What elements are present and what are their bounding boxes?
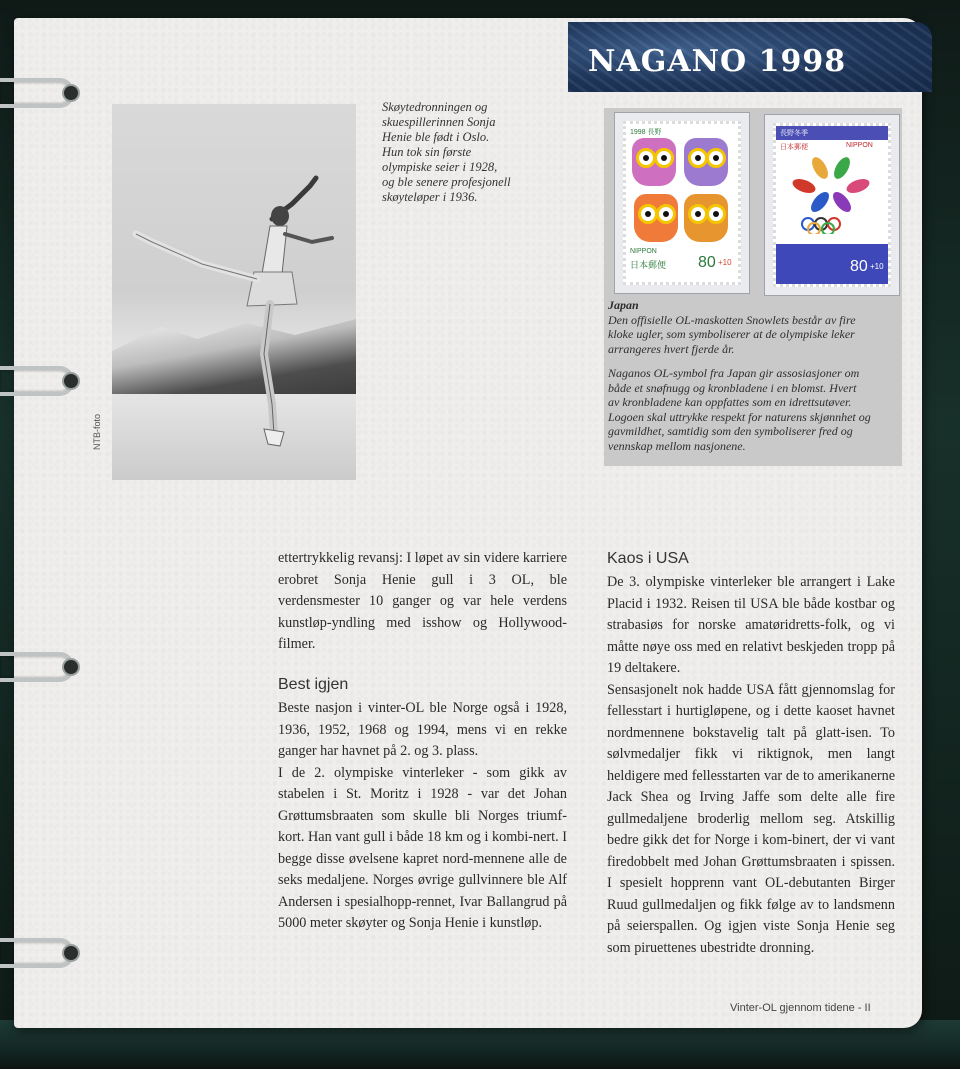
stamp-top-text: 長野冬季 xyxy=(780,130,808,137)
stamp-nippon: NIPPON xyxy=(846,142,873,149)
body-paragraph: Beste nasjon i vinter-OL ble Norge også i 1928, 1936, 1952, 1968 og 1994, mens vi en rekke ganger har havnet på 2. og 3. plass. xyxy=(278,700,567,759)
stamp-caption-line: både et snøfnugg og kronbladene i en blomst. Hvert xyxy=(608,380,857,395)
body-paragraph: I de 2. olympiske vinterleker - som gikk av stabelen i St. Moritz i 1928 - var det Johan Grøttumsbraaten som skulle bli Norges triumf-kort. Han vant gull i både 18 km og i kombi-nert. I begge disse øvelsene kapret nord-mennene alle de seks medaljene. Norges øvrige gullvinnere ble Alf Andersen i spesialhopp-rennet, Ivar Ballangrud på 5000 meter skøyter og Sonja Henie i kunstløp. xyxy=(278,764,567,931)
owl-icon xyxy=(684,194,728,242)
stamp-surcharge: +10 xyxy=(870,262,884,271)
section-heading-kaos-i-usa: Kaos i USA xyxy=(607,550,689,567)
stamp-caption-line: Logoen skal uttrykke respekt for naturens skjønnhet og xyxy=(608,409,871,424)
stamp-caption-line: arrangeres hvert fjerde år. xyxy=(608,341,735,356)
binder-ring xyxy=(0,366,74,396)
sonja-henie-photo xyxy=(112,104,356,480)
stamp-caption-title: Japan xyxy=(608,298,639,312)
owl-icon xyxy=(634,194,678,242)
owl-icon xyxy=(684,138,728,186)
stamp-caption-line: kloke ugler, som symboliserer at de olympiske leker xyxy=(608,327,855,341)
caption-line: og ble senere profesjonell xyxy=(382,175,511,189)
binder-ring xyxy=(0,652,74,682)
caption-line: olympiske seier i 1928, xyxy=(382,160,498,174)
photo-caption xyxy=(382,100,582,205)
stamp-value: 80 xyxy=(698,254,716,271)
photo-credit: NTB-foto xyxy=(92,413,102,450)
skater-figure xyxy=(122,164,342,464)
page-title: NAGANO 1998 xyxy=(588,44,847,79)
binder-ring xyxy=(0,938,74,968)
caption-line: Henie ble født i Oslo. xyxy=(382,130,490,144)
stamp-top-text: 1998 長野 xyxy=(630,129,662,136)
page-footer: Vinter-OL gjennom tidene - II xyxy=(730,1002,871,1014)
stamp-mount xyxy=(764,114,900,296)
snowlets-owl-stamp xyxy=(623,121,741,285)
stamp-caption-line: av kronbladene kan oppfattes som en idrettsutøver. xyxy=(608,395,852,409)
header-banner xyxy=(568,22,932,92)
stamp-country: 日本郵便 xyxy=(780,144,808,151)
intro-paragraph: ettertrykkelig revansj: I løpet av sin videre karriere erobret Sonja Henie gull i 3 OL, ble verdensmester 10 ganger og var hele verdens kunstløp-yndling med isshow og Hollywood-filmer. xyxy=(278,550,567,652)
stamp-caption-line: vennskap mellom nasjonene. xyxy=(608,438,746,453)
stamp-country: 日本郵便 xyxy=(630,260,667,270)
nagano-emblem-stamp xyxy=(773,123,891,287)
binder-ring xyxy=(0,78,74,108)
caption-line: Skøytedronningen og xyxy=(382,100,488,114)
right-column-body xyxy=(607,572,895,959)
body-paragraph: Sensasjonelt nok hadde USA fått gjennomslag for fellesstart i hurtigløpene, og i dette kaoset havnet nordmennene bokstavelig talt på glatt-isen. To sølvmedaljer fikk vi riktignok, men langt heldigere med fellesstarten var de to amerikanerne Jack Shea og Irving Jaffe som delte alle fire gullmedaljene broderlig mellom seg. Atskillig bedre gikk det for Norge i kom-binert, der vi vant firedobbelt med Johan Grøttumsbraaten i spissen. I spesielt hopprenn vant OL-debutanten Birger Ruud gullmedaljen og fikk følge av to landsmenn på seierspallen. Og igjen viste Sonja Henie seg som piruettenes ubestridte dronning. xyxy=(607,681,895,956)
owl-icon xyxy=(632,138,676,186)
stamp-caption-line: gavmildhet, samtidig som den symboliserer fred og xyxy=(608,424,853,438)
stamp-caption-line: Naganos OL-symbol fra Japan gir assosiasjoner om xyxy=(608,366,860,380)
stamp-caption xyxy=(608,298,900,453)
nagano-flower-emblem-icon xyxy=(790,154,874,234)
stamp-caption-line: Den offisielle OL-maskotten Snowlets består av fire xyxy=(608,312,856,327)
caption-line: skøyteløper i 1936. xyxy=(382,190,478,204)
left-column-intro xyxy=(278,548,567,656)
stamp-value: 80 xyxy=(850,258,868,275)
caption-line: Hun tok sin første xyxy=(382,145,472,159)
stamp-nippon: NIPPON xyxy=(630,248,657,255)
left-column-body xyxy=(278,698,567,935)
caption-line: skuespillerinnen Sonja xyxy=(382,115,496,129)
body-paragraph: De 3. olympiske vinterleker ble arrangert i Lake Placid i 1932. Reisen til USA ble både kostbar og strabasiøs for norske amatøridretts-folk, og vi måtte nøye oss med en relativt beskjeden tropp på 19 deltakere. xyxy=(607,574,895,676)
stamp-mount xyxy=(614,112,750,294)
section-heading-best-igjen: Best igjen xyxy=(278,676,349,693)
stamp-panel xyxy=(604,108,902,466)
stamp-surcharge: +10 xyxy=(718,258,732,267)
